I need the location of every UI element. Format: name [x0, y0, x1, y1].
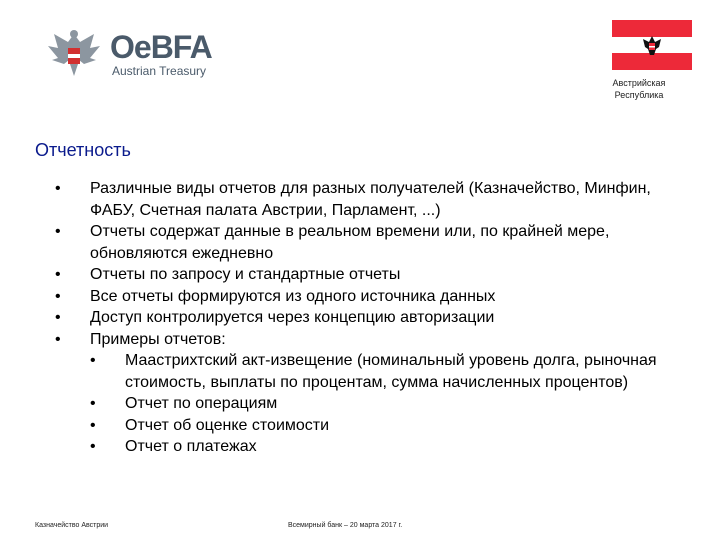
bullet-item	[55, 264, 695, 286]
bullet-item	[55, 286, 695, 308]
sub-bullet-item	[90, 415, 695, 437]
sub-bullet-item	[90, 393, 695, 415]
oebfa-logo	[44, 26, 214, 82]
sub-bullet-item	[90, 436, 695, 458]
sub-bullet-text: Маастрихтский акт-извещение (номинальный уровень долга, рыночная стоимость, выплаты по процентам, сумма начисленных процентов)	[125, 352, 657, 391]
bullet-text: Отчеты содержат данные в реальном времени или, по крайней мере, обновляются ежедневно	[90, 223, 610, 262]
bullet-text: Доступ контролируется через концепцию авторизации	[90, 309, 495, 326]
brand-subtitle: Austrian Treasury	[112, 64, 207, 78]
footer-event-date: Всемирный банк – 20 марта 2017 г.	[288, 522, 403, 529]
sub-bullet-item	[90, 350, 695, 393]
austrian-eagle-icon	[44, 26, 104, 78]
bullet-item	[55, 307, 695, 329]
bullet-dot: •	[55, 223, 61, 240]
bullet-item	[55, 178, 695, 221]
bullet-item	[55, 221, 695, 264]
sub-bullet-dot: •	[90, 438, 96, 455]
sub-bullet-text: Отчет о платежах	[125, 438, 257, 455]
bullet-dot: •	[55, 266, 61, 283]
republic-caption	[594, 77, 684, 101]
republic-line-1: Австрийская	[612, 78, 666, 88]
bullet-text: Все отчеты формируются из одного источника данных	[90, 287, 496, 305]
bullet-dot: •	[55, 180, 61, 197]
sub-bullet-dot: •	[90, 416, 96, 434]
bullet-dot: •	[55, 287, 61, 305]
brand-name: OeBFA	[110, 29, 212, 65]
sub-bullet-list	[90, 350, 695, 458]
sub-bullet-text: Отчет по операциям	[125, 395, 278, 412]
austria-flag-icon	[612, 20, 692, 70]
bullet-dot: •	[55, 309, 61, 326]
republic-line-2: Республика	[614, 90, 664, 100]
sub-bullet-dot: •	[90, 395, 96, 412]
bullet-item	[55, 329, 695, 458]
page-title: Отчетность	[35, 140, 131, 160]
bullet-text: Различные виды отчетов для разных получателей (Казначейство, Минфин, ФАБУ, Счетная палата Австрии, Парламент, ...)	[90, 180, 651, 219]
bullet-dot: •	[55, 330, 61, 348]
bullet-list	[55, 178, 695, 458]
sub-bullet-text: Отчет об оценке стоимости	[125, 416, 330, 434]
bullet-text: Примеры отчетов:	[90, 330, 226, 348]
sub-bullet-dot: •	[90, 352, 96, 369]
footer-organization: Казначейство Австрии	[35, 522, 109, 529]
bullet-text: Отчеты по запросу и стандартные отчеты	[90, 266, 401, 283]
